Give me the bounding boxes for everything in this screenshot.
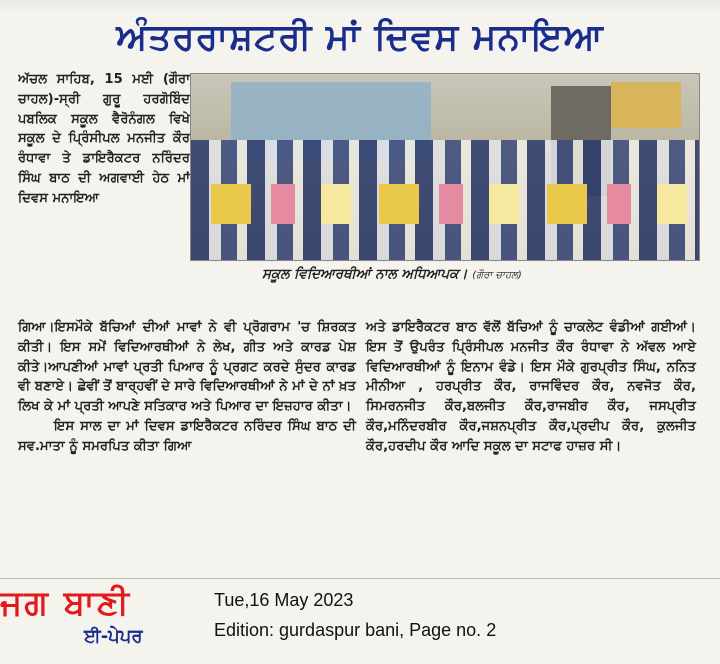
publication-date: Tue,16 May 2023 bbox=[214, 590, 354, 610]
article-headline: ਅੰਤਰਰਾਸ਼ਟਰੀ ਮਾਂ ਦਿਵਸ ਮਨਾਇਆ bbox=[116, 17, 604, 58]
footer-divider bbox=[0, 578, 720, 579]
newspaper-logo bbox=[0, 582, 200, 662]
body-left-paragraph-2: ਇਸ ਸਾਲ ਦਾ ਮਾਂ ਦਿਵਸ ਡਾਇਰੈਕਟਰ ਨਰਿੰਦਰ ਸਿੰਘ ਬਾਠ ਦੀ ਸਵ.ਮਾਤਾ ਨੂੰ ਸਮਰਪਿਤ ਕੀਤਾ ਗਿਆ bbox=[18, 418, 356, 454]
body-right-paragraph: ਅਤੇ ਡਾਇਰੈਕਟਰ ਬਾਠ ਵੱਲੋਂ ਬੱਚਿਆਂ ਨੂੰ ਚਾਕਲੇਟ ਵੰਡੀਆਂ ਗਈਆਂ।ਇਸ ਤੋਂ ਉਪਰੰਤ ਪ੍ਰਿੰਸੀਪਲ ਮਨਜੀਤ ਕੌਰ ਰੰਧਾਵਾ ਨੇ ਅੱਵਲ ਆਏ ਵਿਦਿਆਰਥੀਆਂ ਨੂੰ ਇਨਾਮ ਵੰਡੇ। ਇਸ ਮੌਕੇ ਗੁਰਪ੍ਰੀਤ ਸਿੰਘ, ਨਨਿਤ ਮੀਨੀਆ , ਹਰਪ੍ਰੀਤ ਕੌਰ, ਰਾਜਵਿੰਦਰ ਕੌਰ, ਨਵਜੋਤ ਕੌਰ, ਸਿਮਰਨਜੀਤ ਕੌਰ,ਬਲਜੀਤ ਕੌਰ,ਰਾਜਬੀਰ ਕੌਰ, ਜਸਪ੍ਰੀਤ ਕੌਰ,ਮਨਿੰਦਰਬੀਰ ਕੌਰ,ਜਸ਼ਨਪ੍ਰੀਤ ਕੌਰ,ਪ੍ਰਦੀਪ ਕੌਰ, ਕੁਲਜੀਤ ਕੌਰ,ਹਰਦੀਪ ਕੌਰ ਆਦਿ ਸਕੂਲ ਦਾ ਸਟਾਫ ਹਾਜ਼ਰ ਸੀ। bbox=[366, 320, 696, 454]
article-body-left-column bbox=[18, 318, 356, 457]
photo-handmade-cards bbox=[211, 184, 691, 224]
article-intro bbox=[18, 70, 190, 306]
logo-epaper-label: ਈ-ਪੇਪਰ bbox=[84, 626, 143, 647]
edition-info: Edition: gurdaspur bani, Page no. 2 bbox=[214, 620, 497, 640]
caption-credit: (ਗੌਰਾ ਚਾਹਲ) bbox=[472, 270, 522, 281]
intro-paragraph: ਅੱਚਲ ਸਾਹਿਬ, 15 ਮਈ (ਗੌਰਾ ਚਾਹਲ)-ਸ੍ਰੀ ਗੁਰੂ ਹਰਗੋਬਿੰਦ ਪਬਲਿਕ ਸਕੂਲ ਵੈਰੋਨੰਗਲ ਵਿਖੇ ਸਕੂਲ ਦੇ ਪ੍ਰਿੰਸੀਪਲ ਮਨਜੀਤ ਕੌਰ ਰੰਧਾਵਾ ਤੇ ਡਾਇਰੈਕਟਰ ਨਰਿੰਦਰ ਸਿੰਘ ਬਾਠ ਦੀ ਅਗਵਾਈ ਹੇਠ ਮਾਂ ਦਿਵਸ ਮਨਾਇਆ bbox=[18, 72, 190, 206]
article-body-right-column bbox=[366, 318, 696, 457]
photo-caption bbox=[262, 266, 682, 286]
clipping-top-edge bbox=[0, 0, 720, 12]
photo-poster bbox=[611, 82, 681, 128]
caption-text: ਸਕੂਲ ਵਿਦਿਆਰਥੀਆਂ ਨਾਲ ਅਧਿਆਪਕ। bbox=[262, 266, 468, 282]
body-left-paragraph-1: ਗਿਆ।ਇਸਮੌਕੇ ਬੱਚਿਆਂ ਦੀਆਂ ਮਾਵਾਂ ਨੇ ਵੀ ਪ੍ਰੋਗਰਾਮ 'ਚ ਸ਼ਿਰਕਤ ਕੀਤੀ। ਇਸ ਸਮੇਂ ਵਿਦਿਆਰਥੀਆਂ ਨੇ ਲੇਖ, ਗੀਤ ਅਤੇ ਕਾਰਡ ਪੇਸ਼ ਕੀਤੇ।ਆਪਣੀਆਂ ਮਾਵਾਂ ਪ੍ਰਤੀ ਪਿਆਰ ਨੂੰ ਪ੍ਰਗਟ ਕਰਦੇ ਸੁੰਦਰ ਕਾਰਡ ਵੀ ਬਣਾਏ। ਛੇਵੀਂ ਤੋਂ ਬਾਰ੍ਹਵੀਂ ਦੇ ਸਾਰੇ ਵਿਦਿਆਰਥੀਆਂ ਨੇ ਮਾਂ ਦੇ ਨਾਂ ਖ਼ਤ ਲਿਖ ਕੇ ਮਾਂ ਪ੍ਰਤੀ ਆਪਣੇ ਸਤਿਕਾਰ ਅਤੇ ਪਿਆਰ ਦਾ ਇਜ਼ਹਾਰ ਕੀਤਾ। bbox=[18, 320, 356, 415]
article-photo bbox=[190, 73, 700, 261]
logo-wordmark: ਜਗ ਬਾਣੀ bbox=[0, 583, 132, 623]
